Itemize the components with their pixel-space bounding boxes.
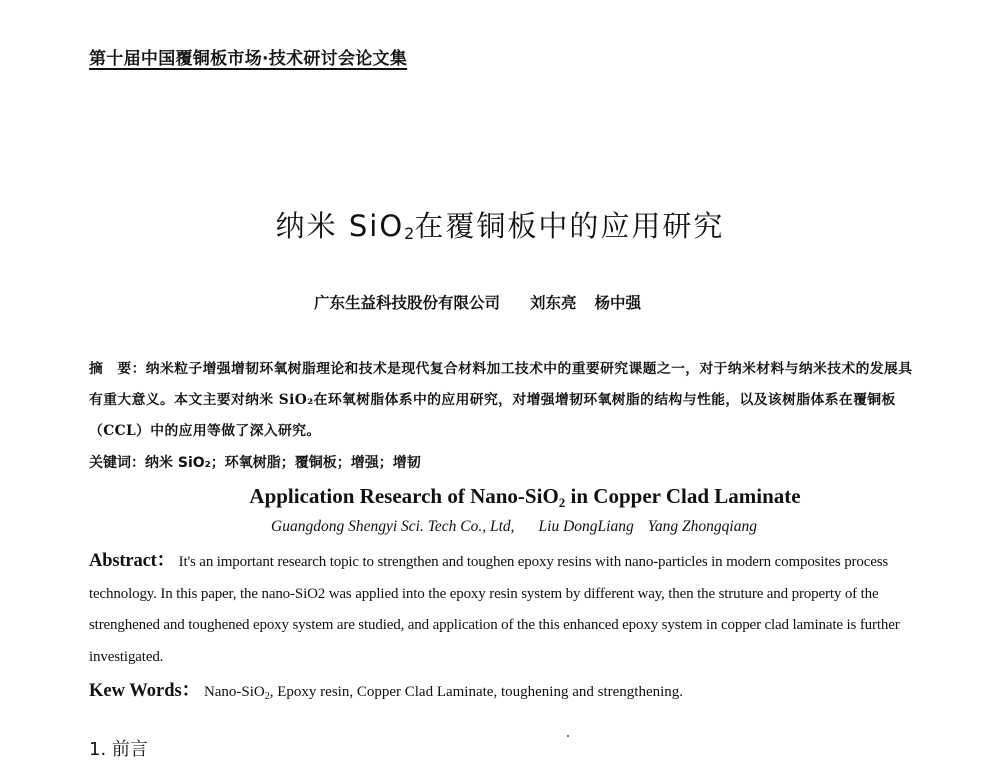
keywords-en-part2: , Epoxy resin, Copper Clad Laminate, toughening and strengthening. bbox=[269, 684, 684, 700]
abstract-en-label: Abstract： bbox=[89, 551, 175, 571]
keywords-en-part1: Nano-SiO bbox=[203, 684, 265, 700]
title-en-subscript: 2 bbox=[558, 495, 566, 510]
affiliation-en: Guangdong Shengyi Sci. Tech Co., Ltd, bbox=[271, 518, 515, 535]
author-en-1: Liu DongLiang bbox=[538, 518, 634, 535]
title-cn-part1: 纳米 SiO bbox=[275, 209, 405, 243]
authors-en bbox=[271, 518, 757, 536]
keywords-cn: 关键词：纳米 SiO₂；环氧树脂；覆铜板；增强；增韧 bbox=[89, 455, 421, 471]
keywords-en-label: Kew Words： bbox=[89, 681, 201, 701]
scan-speck bbox=[567, 735, 569, 737]
title-cn-subscript: 2 bbox=[404, 224, 415, 243]
author-cn-1: 刘东亮 bbox=[530, 293, 577, 312]
abstract-cn-text: 纳米粒子增强增韧环氧树脂理论和技术是现代复合材料加工技术中的重要研究课题之一，对于纳米材料与纳米技术的发展具有重大意义。本文主要对纳米 SiO₂在环氧树脂体系中的应用研究，对增强增韧环氧树脂的结构与性能，以及该树脂体系在覆铜板（CCL）中的应用等做了深入研究。 bbox=[89, 361, 913, 439]
author-cn-2: 杨中强 bbox=[594, 293, 642, 312]
paper-title-cn bbox=[0, 204, 1000, 245]
title-en-part2: in Copper Clad Laminate bbox=[565, 484, 801, 508]
keywords-en bbox=[89, 676, 683, 702]
abstract-en-text: It's an important research topic to strengthen and toughen epoxy resins with nano-particles in modern composites process technology. In this paper, the nano-SiO2 was applied into the epoxy resin system by different way, then the struture and property of the strenghened and toughened epoxy system are studied, and application of the this enhanced epoxy system in copper clad laminate is further investigated. bbox=[89, 554, 900, 665]
authors-cn bbox=[314, 291, 641, 313]
abstract-en bbox=[89, 546, 919, 673]
paper-title-en bbox=[0, 484, 1000, 511]
abstract-cn bbox=[89, 354, 919, 447]
author-en-2: Yang Zhongqiang bbox=[647, 518, 757, 535]
affiliation-cn: 广东生益科技股份有限公司 bbox=[314, 293, 501, 312]
title-cn-part2: 在覆铜板中的应用研究 bbox=[414, 209, 725, 243]
section-heading-intro: 1. 前言 bbox=[89, 739, 148, 760]
abstract-cn-label: 摘 要： bbox=[89, 361, 146, 377]
running-header: 第十届中国覆铜板市场·技术研讨会论文集 bbox=[89, 49, 408, 69]
keywords-en-subscript: 2 bbox=[264, 691, 270, 702]
title-en-part1: Application Research of Nano-SiO bbox=[249, 484, 559, 508]
